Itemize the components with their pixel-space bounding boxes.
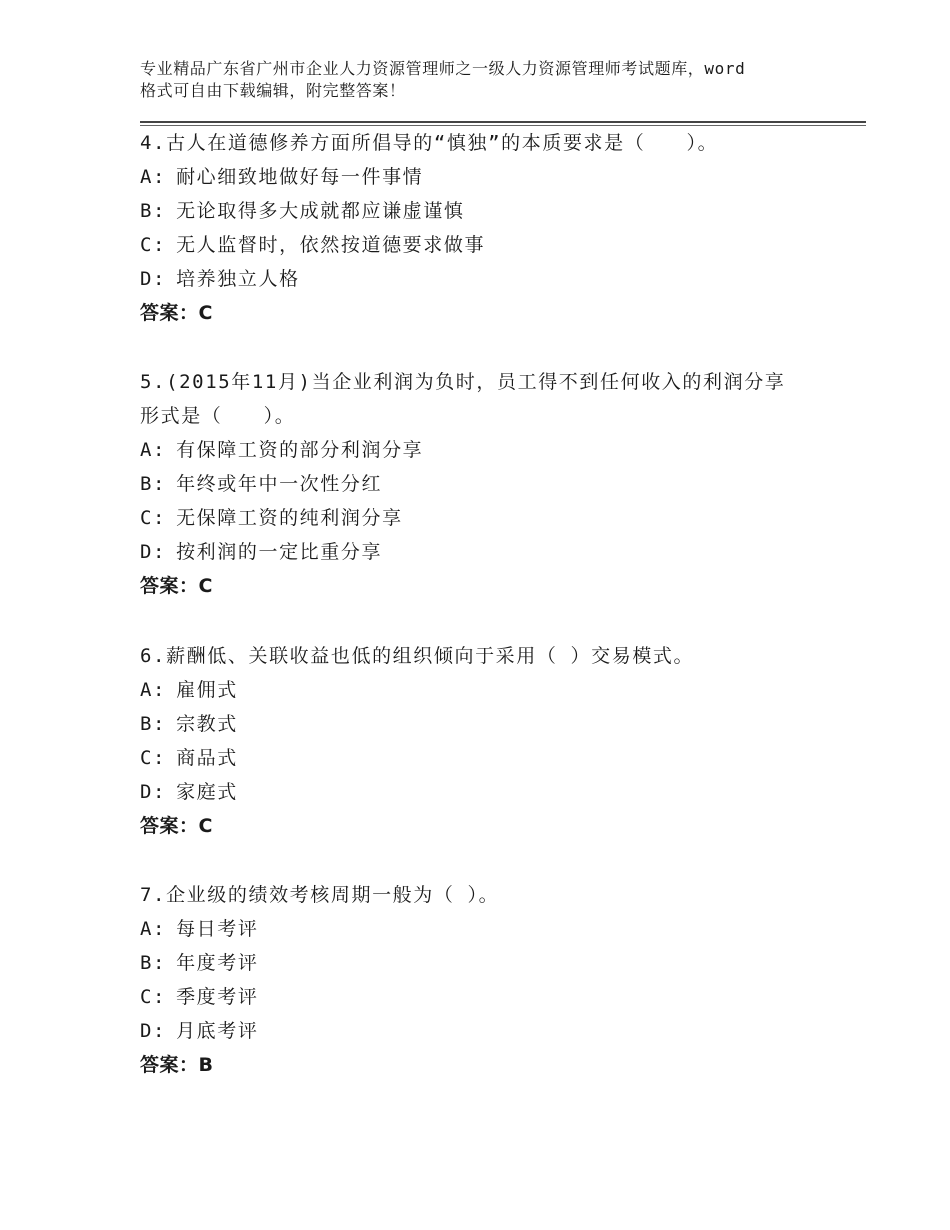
option-c	[140, 980, 860, 1014]
option-text: 月底考评	[176, 1020, 259, 1042]
header-line-1: 专业精品广东省广州市企业人力资源管理师之一级人力资源管理师考试题库，word	[140, 59, 746, 78]
option-d	[140, 535, 860, 569]
option-letter: A:	[140, 679, 167, 701]
option-text: 耐心细致地做好每一件事情	[176, 166, 424, 188]
option-c	[140, 741, 860, 775]
document-header	[140, 58, 840, 102]
question-text-continued: 形式是（ ）。	[140, 405, 296, 427]
option-letter: B:	[140, 200, 167, 222]
option-text: 年终或年中一次性分红	[176, 473, 383, 495]
option-letter: A:	[140, 439, 167, 461]
option-text: 家庭式	[176, 781, 238, 803]
option-b	[140, 467, 860, 501]
option-letter: C:	[140, 234, 167, 256]
question-4	[140, 126, 860, 330]
question-text: 5.(2015年11月)当企业利润为负时，员工得不到任何收入的利润分享	[140, 371, 786, 393]
option-text: 有保障工资的部分利润分享	[176, 439, 424, 461]
option-c	[140, 501, 860, 535]
option-b	[140, 194, 860, 228]
option-d	[140, 1014, 860, 1048]
option-letter: D:	[140, 541, 167, 563]
option-c	[140, 228, 860, 262]
option-letter: B:	[140, 713, 167, 735]
option-text: 按利润的一定比重分享	[176, 541, 383, 563]
option-text: 无人监督时，依然按道德要求做事	[176, 234, 486, 256]
option-d	[140, 262, 860, 296]
option-text: 无保障工资的纯利润分享	[176, 507, 403, 529]
option-text: 季度考评	[176, 986, 259, 1008]
option-d	[140, 775, 860, 809]
option-text: 宗教式	[176, 713, 238, 735]
option-letter: D:	[140, 268, 167, 290]
option-text: 每日考评	[176, 918, 259, 940]
question-7	[140, 878, 860, 1082]
option-letter: B:	[140, 952, 167, 974]
option-letter: D:	[140, 1020, 167, 1042]
question-text: 4.古人在道德修养方面所倡导的“慎独”的本质要求是（ ）。	[140, 132, 719, 154]
question-6	[140, 639, 860, 843]
header-line-2: 格式可自由下载编辑，附完整答案！	[140, 81, 406, 100]
answer-line: 答案：C	[140, 815, 213, 837]
option-a	[140, 433, 860, 467]
header-divider-thick	[140, 121, 866, 123]
answer-line: 答案：C	[140, 575, 213, 597]
option-text: 年度考评	[176, 952, 259, 974]
option-letter: C:	[140, 986, 167, 1008]
option-a	[140, 160, 860, 194]
option-letter: B:	[140, 473, 167, 495]
question-text: 7.企业级的绩效考核周期一般为（ ）。	[140, 884, 500, 906]
option-text: 无论取得多大成就都应谦虚谨慎	[176, 200, 465, 222]
option-a	[140, 912, 860, 946]
option-letter: C:	[140, 507, 167, 529]
option-b	[140, 946, 860, 980]
option-letter: C:	[140, 747, 167, 769]
question-text: 6.薪酬低、关联收益也低的组织倾向于采用（ ）交易模式。	[140, 645, 695, 667]
answer-line: 答案：B	[140, 1054, 214, 1076]
answer-line: 答案：C	[140, 302, 213, 324]
option-text: 雇佣式	[176, 679, 238, 701]
option-letter: D:	[140, 781, 167, 803]
option-b	[140, 707, 860, 741]
option-letter: A:	[140, 918, 167, 940]
option-a	[140, 673, 860, 707]
question-5	[140, 365, 860, 603]
option-text: 培养独立人格	[176, 268, 300, 290]
option-letter: A:	[140, 166, 167, 188]
option-text: 商品式	[176, 747, 238, 769]
